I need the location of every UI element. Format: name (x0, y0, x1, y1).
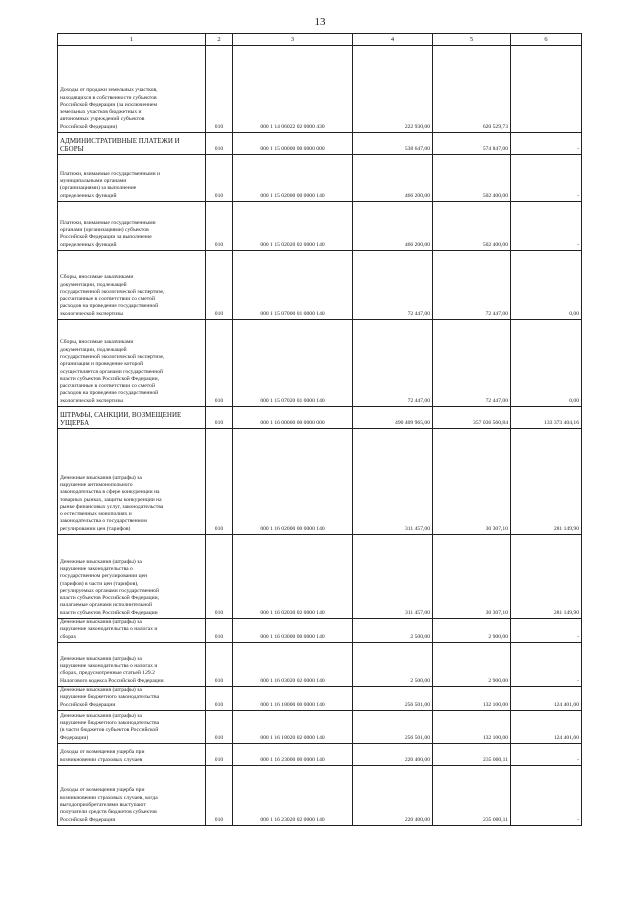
row-actual-cell (433, 251, 511, 320)
cell-text: 30 307,10 (485, 609, 508, 616)
row-kbk-cell (233, 619, 353, 643)
revenue-table (57, 33, 582, 826)
table-row (58, 642, 582, 686)
row-name-cell (58, 619, 206, 643)
cell-text: 357 036 560,84 (473, 419, 508, 426)
cell-text: 010 (214, 816, 224, 823)
row-plan-cell (353, 686, 433, 710)
cell-text: Платежи, взимаемые государственными и муниципальными органами (организациями) за выполнение определенных функций (60, 170, 161, 199)
header-cell: 2 (206, 34, 233, 46)
cell-text: 132 100,00 (482, 734, 508, 741)
cell-text: 010 (214, 734, 224, 741)
row-kbk-cell (233, 429, 353, 535)
row-actual-cell (433, 765, 511, 825)
row-remainder-cell (511, 133, 582, 155)
row-kbk-cell (233, 251, 353, 320)
table-row (58, 251, 582, 320)
cell-text: Сборы, вносимые заказчиками документации, подлежащей государственной экологической экспертизе, организация и проведение которой осуществляется органами государственной власти субъектов Российской Федерации, рассчитанные в соответствии со сметой расходов на проведение государственной экологической экспертизы (60, 339, 165, 404)
row-actual-cell (433, 686, 511, 710)
row-kbk-cell (233, 46, 353, 133)
row-kbk-cell (233, 765, 353, 825)
table-row (58, 155, 582, 202)
row-remainder-cell (511, 686, 582, 710)
table-row (58, 743, 582, 765)
cell-text: ШТРАФЫ, САНКЦИИ, ВОЗМЕЩЕНИЕ УЩЕРБА (60, 411, 182, 427)
row-code-cell (206, 251, 233, 320)
row-code-cell (206, 429, 233, 535)
cell-text: 124 401,00 (553, 734, 579, 741)
cell-text: 133 373 404,16 (544, 419, 579, 426)
cell-text: Платежи, взимаемые государственными органами (организациями) субъектов Российской Федерации за выполнение определенных функций (60, 219, 156, 248)
row-plan-cell (353, 251, 433, 320)
cell-text: 010 (214, 633, 224, 640)
cell-text: Денежные взыскания (штрафы) за нарушение бюджетного законодательства (в части бюджетов субъектов Российской Федерации) (60, 712, 160, 741)
row-name-cell (58, 46, 206, 133)
row-plan-cell (353, 155, 433, 202)
row-plan-cell (353, 202, 433, 251)
cell-text: 000 1 16 18000 00 0000 140 (260, 701, 325, 708)
cell-text: 000 1 14 06022 02 0000 430 (260, 123, 325, 130)
row-actual-cell (433, 320, 511, 407)
row-code-cell (206, 320, 233, 407)
cell-text: 010 (214, 525, 224, 532)
row-remainder-cell (511, 743, 582, 765)
row-remainder-cell (511, 535, 582, 619)
row-remainder-cell (511, 619, 582, 643)
cell-text: 72 447,00 (485, 397, 508, 404)
row-code-cell (206, 407, 233, 429)
cell-text: 466 200,00 (404, 241, 430, 248)
row-actual-cell (433, 710, 511, 743)
table-row (58, 46, 582, 133)
row-plan-cell (353, 429, 433, 535)
cell-text: 010 (214, 701, 224, 708)
cell-text: Денежные взыскания (штрафы) за нарушение законодательства о налогах и сборах, предусмотренные статьей 129.2 Налогового кодекса Российской Федерации (60, 655, 164, 684)
cell-text: 222 930,00 (404, 123, 430, 130)
row-actual-cell (433, 46, 511, 133)
cell-text: 010 (214, 192, 224, 199)
row-kbk-cell (233, 407, 353, 429)
cell-text: 000 1 16 03000 00 0000 140 (260, 633, 325, 640)
cell-text: 0,00 (569, 310, 579, 317)
row-plan-cell (353, 320, 433, 407)
table-row (58, 535, 582, 619)
cell-text: 0,00 (569, 397, 579, 404)
cell-text: - (577, 145, 579, 152)
row-plan-cell (353, 710, 433, 743)
cell-text: 574 847,00 (482, 145, 508, 152)
row-name-cell (58, 710, 206, 743)
cell-text: Сборы, вносимые заказчиками документации, подлежащей государственной экологической экспертизе, рассчитанные в соответствии со сметой расходов на проведение государственной экологической экспертизы (60, 274, 165, 317)
row-plan-cell (353, 407, 433, 429)
cell-text: 466 200,00 (404, 192, 430, 199)
header-row (58, 34, 582, 46)
row-code-cell (206, 619, 233, 643)
row-code-cell (206, 46, 233, 133)
table-row (58, 202, 582, 251)
row-name-cell (58, 155, 206, 202)
header-cell: 4 (353, 34, 433, 46)
row-actual-cell (433, 155, 511, 202)
header-cell: 3 (233, 34, 353, 46)
cell-text: 2 900,00 (488, 677, 508, 684)
cell-text: 502 400,00 (482, 241, 508, 248)
cell-text: 30 307,10 (485, 525, 508, 532)
cell-text: - (577, 633, 579, 640)
cell-text: 72 447,00 (407, 310, 430, 317)
cell-text: 2 900,00 (488, 633, 508, 640)
cell-text: - (577, 677, 579, 684)
cell-text: 010 (214, 609, 224, 616)
row-remainder-cell (511, 251, 582, 320)
row-remainder-cell (511, 202, 582, 251)
row-kbk-cell (233, 202, 353, 251)
row-actual-cell (433, 202, 511, 251)
row-plan-cell (353, 133, 433, 155)
row-kbk-cell (233, 535, 353, 619)
row-remainder-cell (511, 46, 582, 133)
cell-text: 256 501,00 (404, 701, 430, 708)
row-plan-cell (353, 765, 433, 825)
row-plan-cell (353, 46, 433, 133)
cell-text: 000 1 16 03020 02 0000 140 (260, 677, 325, 684)
row-name-cell (58, 765, 206, 825)
cell-text: 000 1 15 07020 01 0000 140 (260, 397, 325, 404)
cell-text: 132 100,00 (482, 701, 508, 708)
cell-text: 010 (214, 677, 224, 684)
row-plan-cell (353, 642, 433, 686)
cell-text: 2 500,00 (410, 677, 430, 684)
cell-text: 000 1 15 02000 00 0000 140 (260, 192, 325, 199)
row-name-cell (58, 535, 206, 619)
cell-text: 124 401,00 (553, 701, 579, 708)
cell-text: 281 149,90 (553, 525, 579, 532)
row-code-cell (206, 642, 233, 686)
row-remainder-cell (511, 710, 582, 743)
cell-text: 000 1 16 02000 00 0000 140 (260, 525, 325, 532)
header-cell: 6 (511, 34, 582, 46)
cell-text: 235 000,11 (483, 756, 508, 763)
cell-text: 000 1 16 23020 02 0000 140 (260, 816, 325, 823)
cell-text: 311 457,00 (405, 609, 430, 616)
row-name-cell (58, 686, 206, 710)
row-remainder-cell (511, 155, 582, 202)
row-code-cell (206, 743, 233, 765)
cell-text: 010 (214, 419, 224, 426)
row-code-cell (206, 710, 233, 743)
cell-text: Доходы от возмещения ущерба при возникновении страховых случаев (60, 749, 145, 763)
header-cell: 5 (433, 34, 511, 46)
table-row (58, 765, 582, 825)
cell-text: Доходы от продажи земельных участков, находящихся в собственности субъектов Российской Федерации (за исключением земельных участков бюджетных и автономных учреждений субъектов Российской Федерации) (60, 87, 158, 130)
row-remainder-cell (511, 642, 582, 686)
table-row (58, 320, 582, 407)
row-remainder-cell (511, 429, 582, 535)
cell-text: Денежные взыскания (штрафы) за нарушение бюджетного законодательства Российской Федерации (60, 687, 160, 708)
table-row (58, 133, 582, 155)
cell-text: 000 1 16 18020 02 0000 140 (260, 734, 325, 741)
row-plan-cell (353, 535, 433, 619)
cell-text: 538 647,00 (404, 145, 430, 152)
row-kbk-cell (233, 320, 353, 407)
row-name-cell (58, 407, 206, 429)
cell-text: 010 (214, 310, 224, 317)
cell-text: 220 400,00 (404, 756, 430, 763)
table-row (58, 686, 582, 710)
cell-text: 220 400,00 (404, 816, 430, 823)
cell-text: 010 (214, 397, 224, 404)
cell-text: Денежные взыскания (штрафы) за нарушение антимонопольного законодательства в сфере конкуренции на товарных рынках, защиты конкуренции на рынке финансовых услуг, законодательства о естественных монополиях и законодательства о государственном регулировании цен (тарифов) (60, 474, 164, 532)
row-name-cell (58, 320, 206, 407)
row-actual-cell (433, 133, 511, 155)
row-plan-cell (353, 619, 433, 643)
cell-text: 311 457,00 (405, 525, 430, 532)
row-name-cell (58, 133, 206, 155)
row-code-cell (206, 535, 233, 619)
row-name-cell (58, 251, 206, 320)
row-remainder-cell (511, 765, 582, 825)
cell-text: 000 1 15 00000 00 0000 000 (260, 145, 325, 152)
cell-text: 010 (214, 123, 224, 130)
page-number: 13 (314, 16, 326, 28)
cell-text: 000 1 16 02030 02 0000 140 (260, 609, 325, 616)
row-code-cell (206, 765, 233, 825)
row-actual-cell (433, 619, 511, 643)
row-actual-cell (433, 743, 511, 765)
row-kbk-cell (233, 710, 353, 743)
table-row (58, 619, 582, 643)
row-code-cell (206, 202, 233, 251)
cell-text: Доходы от возмещения ущерба при возникновении страховых случаев, когда выгодоприобретателями выступают получатели средств бюджетов субъектов Российской Федерации (60, 787, 158, 823)
cell-text: 010 (214, 756, 224, 763)
row-kbk-cell (233, 642, 353, 686)
cell-text: - (577, 192, 579, 199)
cell-text: 2 500,00 (410, 633, 430, 640)
cell-text: 000 1 15 07000 01 0000 140 (260, 310, 325, 317)
row-name-cell (58, 429, 206, 535)
row-name-cell (58, 743, 206, 765)
cell-text: 490 409 965,00 (395, 419, 430, 426)
row-kbk-cell (233, 686, 353, 710)
table-row (58, 429, 582, 535)
cell-text: Денежные взыскания (штрафы) за нарушение законодательства о государственном регулировании цен (тарифов) в части цен (тарифов), регулируемых органами государственной власти субъектов Российской Федерации, налагаемые органами исполнительной власти субъектов Российской Федерации (60, 558, 160, 616)
row-code-cell (206, 155, 233, 202)
row-code-cell (206, 686, 233, 710)
cell-text: 72 447,00 (407, 397, 430, 404)
cell-text: 256 501,00 (404, 734, 430, 741)
row-remainder-cell (511, 320, 582, 407)
cell-text: 000 1 15 02020 02 0000 140 (260, 241, 325, 248)
cell-text: АДМИНИСТРАТИВНЫЕ ПЛАТЕЖИ И СБОРЫ (60, 137, 180, 153)
cell-text: - (577, 816, 579, 823)
table-row (58, 407, 582, 429)
row-actual-cell (433, 429, 511, 535)
cell-text: 000 1 16 23000 00 0000 140 (260, 756, 325, 763)
cell-text: Денежные взыскания (штрафы) за нарушение законодательства о налогах и сборах (60, 619, 158, 640)
cell-text: - (577, 241, 579, 248)
row-kbk-cell (233, 133, 353, 155)
row-actual-cell (433, 535, 511, 619)
row-code-cell (206, 133, 233, 155)
cell-text: 72 447,00 (485, 310, 508, 317)
row-actual-cell (433, 642, 511, 686)
cell-text: 620 529,73 (482, 123, 508, 130)
row-kbk-cell (233, 155, 353, 202)
row-actual-cell (433, 407, 511, 429)
cell-text: 281 149,90 (553, 609, 579, 616)
row-name-cell (58, 642, 206, 686)
cell-text: 010 (214, 241, 224, 248)
cell-text: - (577, 756, 579, 763)
row-name-cell (58, 202, 206, 251)
header-cell: 1 (58, 34, 206, 46)
row-plan-cell (353, 743, 433, 765)
table-row (58, 710, 582, 743)
cell-text: 235 000,11 (483, 816, 508, 823)
cell-text: 010 (214, 145, 224, 152)
row-remainder-cell (511, 407, 582, 429)
cell-text: 000 1 16 00000 00 0000 000 (260, 419, 325, 426)
row-kbk-cell (233, 743, 353, 765)
cell-text: 502 400,00 (482, 192, 508, 199)
